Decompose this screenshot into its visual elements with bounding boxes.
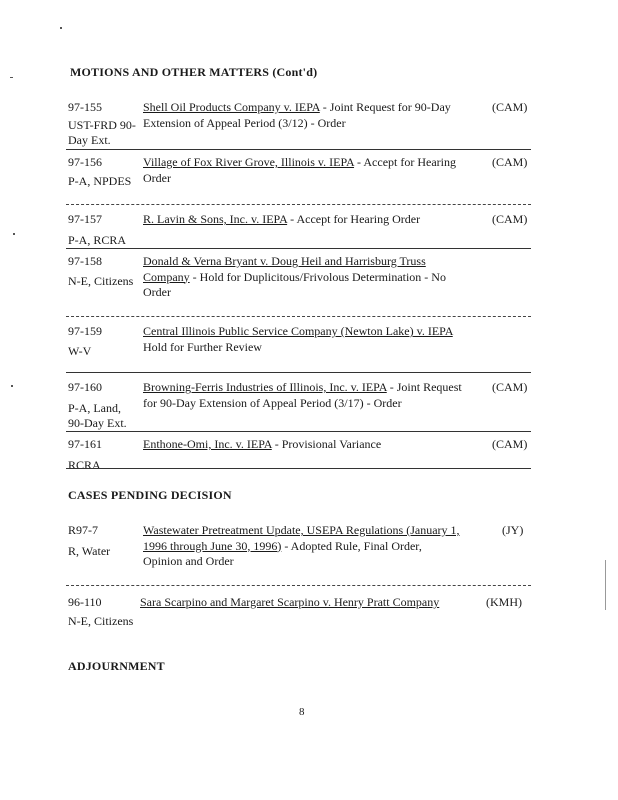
divider <box>66 372 531 373</box>
docket-number: 96-110 <box>68 595 102 609</box>
docket-number: R97-7 <box>68 523 98 537</box>
docket-number: 97-158 <box>68 254 102 268</box>
case-caption: Wastewater Pretreatment Update, USEPA Regulations (January 1, 1996 through June 30, 1996) <box>143 523 460 553</box>
case-action: Hold for Further Review <box>143 339 262 354</box>
divider <box>66 316 531 317</box>
case-category: P-A, RCRA <box>68 233 127 247</box>
docket-number: 97-157 <box>68 212 102 226</box>
case-action: - Hold for Duplicitous/Frivolous Determination - No Order <box>143 269 446 299</box>
case-description <box>143 254 463 301</box>
case-description <box>143 212 473 228</box>
case-category: R, Water <box>68 544 111 558</box>
case-caption: Enthone-Omi, Inc. v. IEPA <box>143 437 272 451</box>
scan-speck <box>605 560 606 610</box>
case-description <box>143 437 473 453</box>
docket-number: 97-161 <box>68 437 102 451</box>
case-caption: Donald & Verna Bryant v. Doug Heil and Harrisburg Truss Company <box>143 254 426 284</box>
case-caption: R. Lavin & Sons, Inc. v. IEPA <box>143 212 288 226</box>
scan-speck <box>11 385 13 387</box>
staff-initials: (CAM) <box>492 212 528 226</box>
staff-initials: (KMH) <box>486 595 522 609</box>
case-action: - Provisional Variance <box>271 437 382 451</box>
case-action: - Adopted Rule, Final Order, Opinion and Order <box>143 538 422 568</box>
case-description <box>143 324 468 355</box>
case-action: - Joint Request for 90-Day Extension of Appeal Period (3/17) - Order <box>143 380 462 410</box>
case-category: P-A, Land, 90-Day Ext. <box>68 401 127 430</box>
divider <box>66 248 531 249</box>
scan-speck <box>60 27 62 29</box>
pending-heading: CASES PENDING DECISION <box>68 488 232 502</box>
case-caption: Browning-Ferris Industries of Illinois, Inc. v. IEPA <box>143 380 387 394</box>
case-category: UST-FRD 90-Day Ext. <box>68 118 136 147</box>
staff-initials: (CAM) <box>492 155 528 169</box>
case-category: W-V <box>68 344 92 358</box>
case-description <box>143 380 478 411</box>
case-action: - Accept for Hearing Order <box>143 155 456 185</box>
docket-number: 97-159 <box>68 324 102 338</box>
staff-initials: (CAM) <box>492 380 528 394</box>
docket-number: 97-155 <box>68 100 102 114</box>
adjournment-heading: ADJOURNMENT <box>68 659 165 673</box>
case-caption: Shell Oil Products Company v. IEPA <box>143 100 320 114</box>
divider <box>66 468 531 469</box>
staff-initials: (CAM) <box>492 100 528 114</box>
case-description <box>143 100 473 131</box>
case-action: - Accept for Hearing Order <box>287 212 421 226</box>
case-description <box>143 523 463 570</box>
case-description <box>140 595 485 611</box>
case-action: - Joint Request for 90-Day Extension of Appeal Period (3/12) - Order <box>143 100 451 130</box>
case-category: N-E, Citizens <box>68 274 134 288</box>
case-category: N-E, Citizens <box>68 614 134 628</box>
divider <box>66 431 531 432</box>
staff-initials: (JY) <box>502 523 524 537</box>
case-caption: Central Illinois Public Service Company (Newton Lake) v. IEPA <box>143 324 453 338</box>
divider <box>66 204 531 205</box>
divider <box>66 585 531 586</box>
docket-number: 97-156 <box>68 155 102 169</box>
case-category: P-A, NPDES <box>68 174 132 188</box>
case-caption: Sara Scarpino and Margaret Scarpino v. Henry Pratt Company <box>140 595 440 609</box>
scan-speck <box>13 233 15 235</box>
case-description <box>143 155 463 186</box>
staff-initials: (CAM) <box>492 437 528 451</box>
case-category: RCRA <box>68 458 101 472</box>
case-caption: Village of Fox River Grove, Illinois v. IEPA <box>143 155 355 169</box>
docket-number: 97-160 <box>68 380 102 394</box>
motions-heading: MOTIONS AND OTHER MATTERS (Cont'd) <box>70 65 318 79</box>
divider <box>66 149 531 150</box>
scan-speck <box>10 77 13 78</box>
page-number: 8 <box>299 706 305 718</box>
